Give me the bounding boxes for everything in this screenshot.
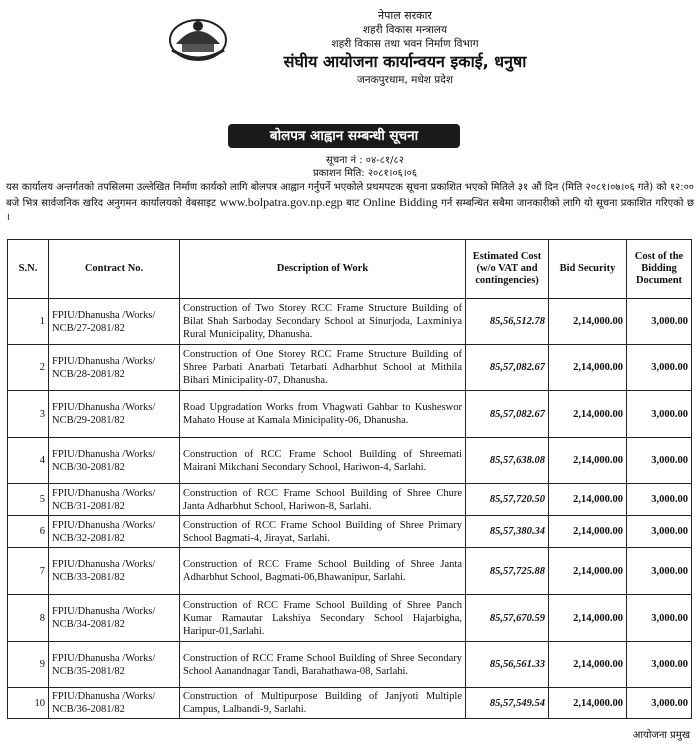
- row-contract-no: FPIU/Dhanusha /Works/ NCB/33-2081/82: [49, 548, 180, 595]
- header-contract-no: Contract No.: [49, 240, 180, 299]
- header-estimated-cost: Estimated Cost (w/o VAT and contingencies): [466, 240, 549, 299]
- header-description: Description of Work: [180, 240, 466, 299]
- table-row: [8, 595, 692, 642]
- table-row: [8, 345, 692, 391]
- notice-number: सूचना नं : ०४-८१/८२: [326, 155, 404, 166]
- table-row: [8, 391, 692, 438]
- table-row: [8, 299, 692, 345]
- project-chief-signature: आयोजना प्रमुख: [632, 730, 690, 741]
- body-part-3: गर्न सम्बन्धित सबैमा जानकारीको लागि यो सूचना प्रकाशित गरिएको छ ।: [6, 198, 694, 223]
- row-contract-no: FPIU/Dhanusha /Works/ NCB/29-2081/82: [49, 391, 180, 438]
- notice-title-banner: बोलपत्र आह्वान सम्बन्धी सूचना: [228, 124, 460, 148]
- row-document-cost: 3,000.00: [627, 299, 692, 345]
- row-document-cost: 3,000.00: [627, 345, 692, 391]
- row-contract-no: FPIU/Dhanusha /Works/ NCB/31-2081/82: [49, 484, 180, 516]
- row-description: Construction of RCC Frame School Building of Shree Panch Kumar Ramautar Lakshiya Secondary School Hajarbigha, Haripur-01,Sarlahi.: [180, 595, 466, 642]
- row-contract-no: FPIU/Dhanusha /Works/ NCB/35-2081/82: [49, 642, 180, 688]
- row-document-cost: 3,000.00: [627, 438, 692, 484]
- row-document-cost: 3,000.00: [627, 391, 692, 438]
- row-bid-security: 2,14,000.00: [549, 548, 627, 595]
- row-bid-security: 2,14,000.00: [549, 345, 627, 391]
- table-row: [8, 642, 692, 688]
- row-bid-security: 2,14,000.00: [549, 391, 627, 438]
- header-document-cost: Cost of the Bidding Document: [627, 240, 692, 299]
- table-row: [8, 688, 692, 719]
- row-estimated-cost: 85,56,561.33: [466, 642, 549, 688]
- header-line-office: संघीय आयोजना कार्यान्वयन इकाई, धनुषा: [283, 52, 527, 71]
- header-line-department: शहरी विकास तथा भवन निर्माण विभाग: [331, 38, 479, 50]
- row-estimated-cost: 85,57,082.67: [466, 391, 549, 438]
- table-row: [8, 548, 692, 595]
- row-estimated-cost: 85,57,725.88: [466, 548, 549, 595]
- row-estimated-cost: 85,57,720.50: [466, 484, 549, 516]
- online-bidding-text: Online Bidding: [362, 195, 438, 209]
- header-sn: S.N.: [8, 240, 49, 299]
- row-document-cost: 3,000.00: [627, 595, 692, 642]
- row-bid-security: 2,14,000.00: [549, 484, 627, 516]
- row-sn: 1: [8, 299, 49, 345]
- row-estimated-cost: 85,57,082.67: [466, 345, 549, 391]
- row-estimated-cost: 85,57,549.54: [466, 688, 549, 719]
- row-contract-no: FPIU/Dhanusha /Works/ NCB/36-2081/82: [49, 688, 180, 719]
- publication-date: प्रकाशन मिति: २०८१।०६।०६: [312, 168, 418, 179]
- header-bid-security: Bid Security: [549, 240, 627, 299]
- row-sn: 3: [8, 391, 49, 438]
- row-description: Construction of RCC Frame School Building of Shree Janta Adharbhut School, Bagmati-06,Bhawanipur, Sarlahi.: [180, 548, 466, 595]
- nepal-government-emblem: [168, 14, 228, 62]
- row-contract-no: FPIU/Dhanusha /Works/ NCB/28-2081/82: [49, 345, 180, 391]
- body-part-2: बाट: [342, 198, 363, 209]
- table-row: [8, 516, 692, 548]
- row-bid-security: 2,14,000.00: [549, 516, 627, 548]
- row-document-cost: 3,000.00: [627, 642, 692, 688]
- row-description: Construction of One Storey RCC Frame Structure Building of Shree Parbati Anarbati Tetarbati Adharbhut School at Mithila Bihari Minicipality-07, Dhanusha.: [180, 345, 466, 391]
- header-line-government: नेपाल सरकार: [378, 9, 432, 22]
- row-document-cost: 3,000.00: [627, 484, 692, 516]
- row-description: Construction of Two Storey RCC Frame Structure Building of Bilat Shah Sarboday Secondary School at Sinurjoda, Laxminiya Rural Municipality, Dhanusha.: [180, 299, 466, 345]
- row-estimated-cost: 85,56,512.78: [466, 299, 549, 345]
- bolpatra-link[interactable]: www.bolpatra.gov.np.egp: [219, 195, 343, 209]
- row-estimated-cost: 85,57,638.08: [466, 438, 549, 484]
- row-contract-no: FPIU/Dhanusha /Works/ NCB/27-2081/82: [49, 299, 180, 345]
- table-header-row: [8, 240, 692, 299]
- row-sn: 10: [8, 688, 49, 719]
- row-contract-no: FPIU/Dhanusha /Works/ NCB/34-2081/82: [49, 595, 180, 642]
- tender-table: [7, 239, 692, 719]
- row-bid-security: 2,14,000.00: [549, 642, 627, 688]
- row-contract-no: FPIU/Dhanusha /Works/ NCB/32-2081/82: [49, 516, 180, 548]
- body-part-1: यस कार्यालय अन्तर्गतको तपसिलमा उल्लेखित निर्माण कार्यको लागि बोलपत्र आह्वान गर्नुपर्ने भएकोले प्रथमपटक सूचना प्रकाशित भएको मितिले ३१ औं दिन (मिति २०८१।०७।०६ गते) को १२:०० बजे भित्र सार्वजनिक खरिद अनुगमन कार्यालयको वेबसाइट: [6, 182, 694, 209]
- notice-body: [6, 181, 694, 225]
- header-line-address: जनकपुरधाम, मधेश प्रदेश: [357, 74, 453, 86]
- organization-header: [240, 8, 570, 88]
- row-bid-security: 2,14,000.00: [549, 688, 627, 719]
- row-sn: 4: [8, 438, 49, 484]
- row-document-cost: 3,000.00: [627, 516, 692, 548]
- row-sn: 5: [8, 484, 49, 516]
- row-sn: 8: [8, 595, 49, 642]
- row-description: Construction of RCC Frame School Building of Shree Primary School Bagmati-4, Jirayat, Sarlahi.: [180, 516, 466, 548]
- row-description: Construction of RCC Frame School Building of Shree Secondary School Aanandnagar Tandi, Barahathawa-08, Sarlahi.: [180, 642, 466, 688]
- row-bid-security: 2,14,000.00: [549, 299, 627, 345]
- row-description: Construction of RCC Frame School Building of Shreemati Mairani Mikchani Secondary School, Hariwon-4, Sarlahi.: [180, 438, 466, 484]
- row-contract-no: FPIU/Dhanusha /Works/ NCB/30-2081/82: [49, 438, 180, 484]
- row-bid-security: 2,14,000.00: [549, 595, 627, 642]
- row-estimated-cost: 85,57,670.59: [466, 595, 549, 642]
- row-estimated-cost: 85,57,380.34: [466, 516, 549, 548]
- row-sn: 6: [8, 516, 49, 548]
- row-document-cost: 3,000.00: [627, 548, 692, 595]
- row-bid-security: 2,14,000.00: [549, 438, 627, 484]
- table-row: [8, 484, 692, 516]
- table-row: [8, 438, 692, 484]
- row-document-cost: 3,000.00: [627, 688, 692, 719]
- row-sn: 7: [8, 548, 49, 595]
- row-description: Construction of RCC Frame School Building of Shree Chure Janta Adharbhut School, Hariwon-8, Sarlahi.: [180, 484, 466, 516]
- row-sn: 2: [8, 345, 49, 391]
- row-sn: 9: [8, 642, 49, 688]
- header-line-ministry: शहरी विकास मन्त्रालय: [362, 24, 448, 36]
- row-description: Construction of Multipurpose Building of Janjyoti Multiple Campus, Lalbandi-9, Sarlahi.: [180, 688, 466, 719]
- row-description: Road Upgradation Works from Vhagwati Gahbar to Kusheswor Mahato House at Kamala Minicipality-06, Dhanusha.: [180, 391, 466, 438]
